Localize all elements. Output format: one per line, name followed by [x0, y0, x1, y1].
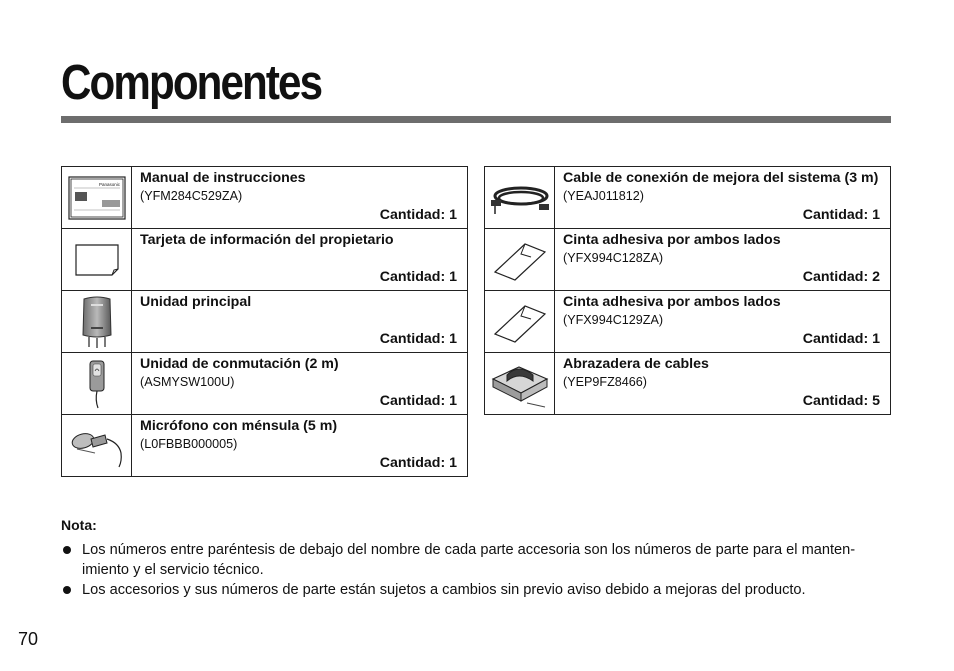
item-quantity: Cantidad: 1 [802, 207, 880, 223]
switch-unit-icon [86, 358, 108, 410]
manual-brand-text: Panasonic [98, 181, 120, 187]
item-name: Micrófono con ménsula (5 m) [140, 418, 338, 434]
item-image-cell [62, 415, 132, 477]
components-table-left [61, 166, 468, 477]
item-image-cell [485, 353, 555, 415]
table-row [62, 353, 468, 415]
item-name: Tarjeta de información del propietario [140, 232, 394, 248]
table-row [62, 167, 468, 229]
item-name: Abrazadera de cables [563, 356, 709, 372]
item-info-cell [132, 353, 468, 415]
item-name: Manual de instrucciones [140, 170, 306, 186]
cable-clamp-icon [489, 359, 551, 409]
item-info-cell [132, 167, 468, 229]
table-row [485, 229, 891, 291]
bullet-icon [63, 586, 71, 594]
table-row [62, 291, 468, 353]
item-info-cell [555, 291, 891, 353]
item-info-cell [555, 229, 891, 291]
item-name: Cinta adhesiva por ambos lados [563, 294, 781, 310]
item-name: Cinta adhesiva por ambos lados [563, 232, 781, 248]
table-row [485, 167, 891, 229]
tape-icon [491, 238, 549, 282]
item-code: (ASMYSW100U) [140, 375, 235, 389]
item-quantity: Cantidad: 1 [379, 455, 457, 471]
card-icon [74, 243, 120, 277]
components-table-right [484, 166, 891, 415]
item-quantity: Cantidad: 1 [379, 207, 457, 223]
item-image-cell [485, 167, 555, 229]
item-name: Cable de conexión de mejora del sistema (3 m) [563, 170, 879, 186]
bullet-icon [63, 546, 71, 554]
item-image-cell [485, 229, 555, 291]
item-info-cell [555, 353, 891, 415]
item-code: (YFX994C128ZA) [563, 251, 664, 265]
item-code: (YEP9FZ8466) [563, 375, 647, 389]
item-code: (YFM284C529ZA) [140, 189, 243, 203]
item-code: (L0FBBB000005) [140, 437, 238, 451]
item-image-cell [62, 167, 132, 229]
item-quantity: Cantidad: 5 [802, 393, 880, 409]
microphone-icon [67, 423, 127, 469]
main-unit-icon [79, 295, 115, 349]
tape-icon [491, 300, 549, 344]
item-image-cell [62, 353, 132, 415]
table-row [62, 229, 468, 291]
item-name: Unidad principal [140, 294, 252, 310]
manual-icon [68, 176, 126, 220]
item-info-cell [132, 229, 468, 291]
title-rule [61, 116, 891, 123]
list-item [61, 580, 891, 600]
item-image-cell [485, 291, 555, 353]
item-quantity: Cantidad: 1 [802, 331, 880, 347]
item-image-cell [62, 291, 132, 353]
cable-icon [489, 178, 551, 218]
item-quantity: Cantidad: 1 [379, 331, 457, 347]
table-row [485, 291, 891, 353]
item-quantity: Cantidad: 1 [379, 269, 457, 285]
item-info-cell [132, 291, 468, 353]
list-item [61, 540, 891, 580]
item-info-cell [132, 415, 468, 477]
table-row [485, 353, 891, 415]
note-text: Los accesorios y sus números de parte están sujetos a cambios sin previo aviso debido a mejoras del producto. [82, 582, 806, 598]
page-title: Componentes [61, 56, 322, 110]
page-number: 70 [18, 629, 39, 649]
item-quantity: Cantidad: 2 [802, 269, 880, 285]
table-row [62, 415, 468, 477]
item-info-cell [555, 167, 891, 229]
item-name: Unidad de conmutación (2 m) [140, 356, 339, 372]
notes-heading: Nota: [61, 517, 97, 533]
item-quantity: Cantidad: 1 [379, 393, 457, 409]
note-text: Los números entre paréntesis de debajo del nombre de cada parte accesoria son los números de parte para el manten-imiento y el servicio técnico. [82, 542, 856, 578]
item-code: (YFX994C129ZA) [563, 313, 664, 327]
item-code: (YEAJ011812) [563, 189, 644, 203]
item-image-cell [62, 229, 132, 291]
notes-list [61, 540, 891, 600]
notes-section [61, 516, 891, 600]
